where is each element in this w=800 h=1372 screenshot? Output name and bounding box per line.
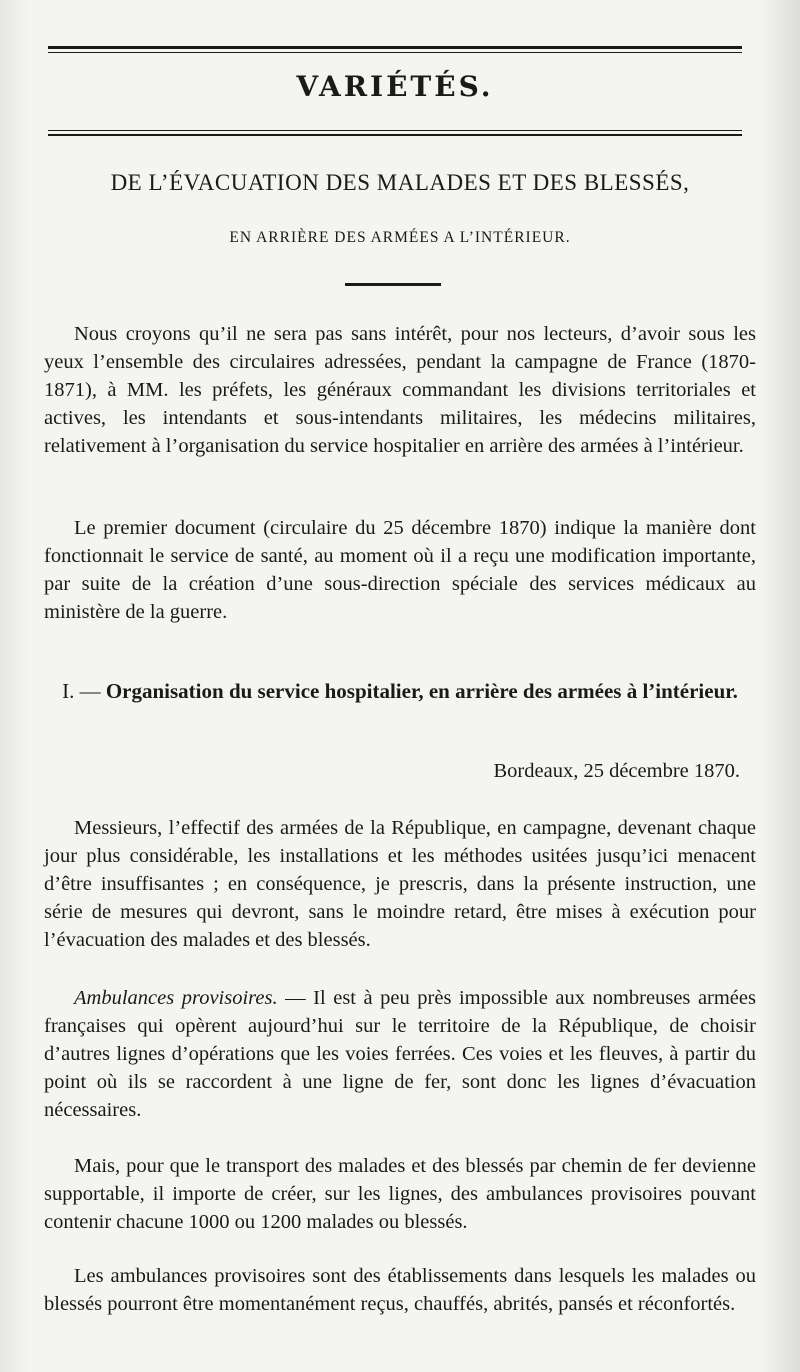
section-title-text: Organisation du service hospitalier, en arrière des armées à l’intérieur. xyxy=(105,679,738,703)
paragraph-ambulances xyxy=(44,984,756,1124)
title-underline-rule xyxy=(48,130,742,136)
paragraph-intro xyxy=(44,320,756,460)
article-subheading: EN ARRIÈRE DES ARMÉES A L’INTÉRIEUR. xyxy=(229,229,571,246)
paragraph-rest: — Il est à peu près impossible aux nombreuses armées françaises qui opèrent aujourd’hui sur le territoire de la République, de choisir d’autres lignes d’opérations que les voies ferrées. Ces voies et les fleuves, à partir du point où ils se raccordent à une ligne de fer, sont donc les lignes d’évacuation nécessaires. xyxy=(44,987,756,1121)
paragraph-establishments xyxy=(44,1262,756,1318)
section-heading xyxy=(60,672,740,710)
paragraph-text: Le premier document (circulaire du 25 décembre 1870) indique la manière dont fonctionnait le service de santé, au moment où il a reçu une modification importante, par suite de la création d’une sous-direction spéciale des services médicaux au ministère de la guerre. xyxy=(44,517,756,623)
paragraph-text xyxy=(44,984,756,1124)
paragraph-first-document xyxy=(44,514,756,626)
section-number: I. — xyxy=(62,679,101,703)
paragraph-text: Mais, pour que le transport des malades et des blessés par chemin de fer devienne supportable, il importe de créer, sur les lignes, des ambulances provisoires pouvant contenir chacune 1000 ou 1200 malades ou blessés. xyxy=(44,1155,756,1233)
article-heading: DE L’ÉVACUATION DES MALADES ET DES BLESSÉS, xyxy=(110,170,690,195)
top-double-rule xyxy=(48,46,742,53)
paragraph-transport xyxy=(44,1152,756,1236)
paragraph-text: Les ambulances provisoires sont des établissements dans lesquels les malades ou blessés pourront être momentanément reçus, chauffés, abrités, pansés et réconfortés. xyxy=(44,1265,756,1315)
dateline: Bordeaux, 25 décembre 1870. xyxy=(493,760,740,782)
section-title-varietes: VARIÉTÉS. xyxy=(296,70,494,103)
paragraph-messieurs xyxy=(44,814,756,954)
paragraph-text: Messieurs, l’effectif des armées de la République, en campagne, devenant chaque jour plus considérable, les installations et les méthodes usitées jusqu’ici menacent d’être insuffisantes ; en conséquence, je prescris, dans la présente instruction, une série de mesures qui devront, sans le moindre retard, être mises à exécution pour l’évacuation des malades et des blessés. xyxy=(44,817,756,951)
paragraph-lead-italic: Ambulances provisoires. xyxy=(74,987,278,1009)
paragraph-text: Nous croyons qu’il ne sera pas sans intérêt, pour nos lecteurs, d’avoir sous les yeux l’ensemble des circulaires adressées, pendant la campagne de France (1870-1871), à MM. les préfets, les généraux commandant les divisions territoriales et actives, les intendants et sous-intendants militaires, les médecins militaires, relativement à l’organisation du service hospitalier en arrière des armées à l’intérieur. xyxy=(44,323,756,457)
short-divider xyxy=(345,283,441,286)
